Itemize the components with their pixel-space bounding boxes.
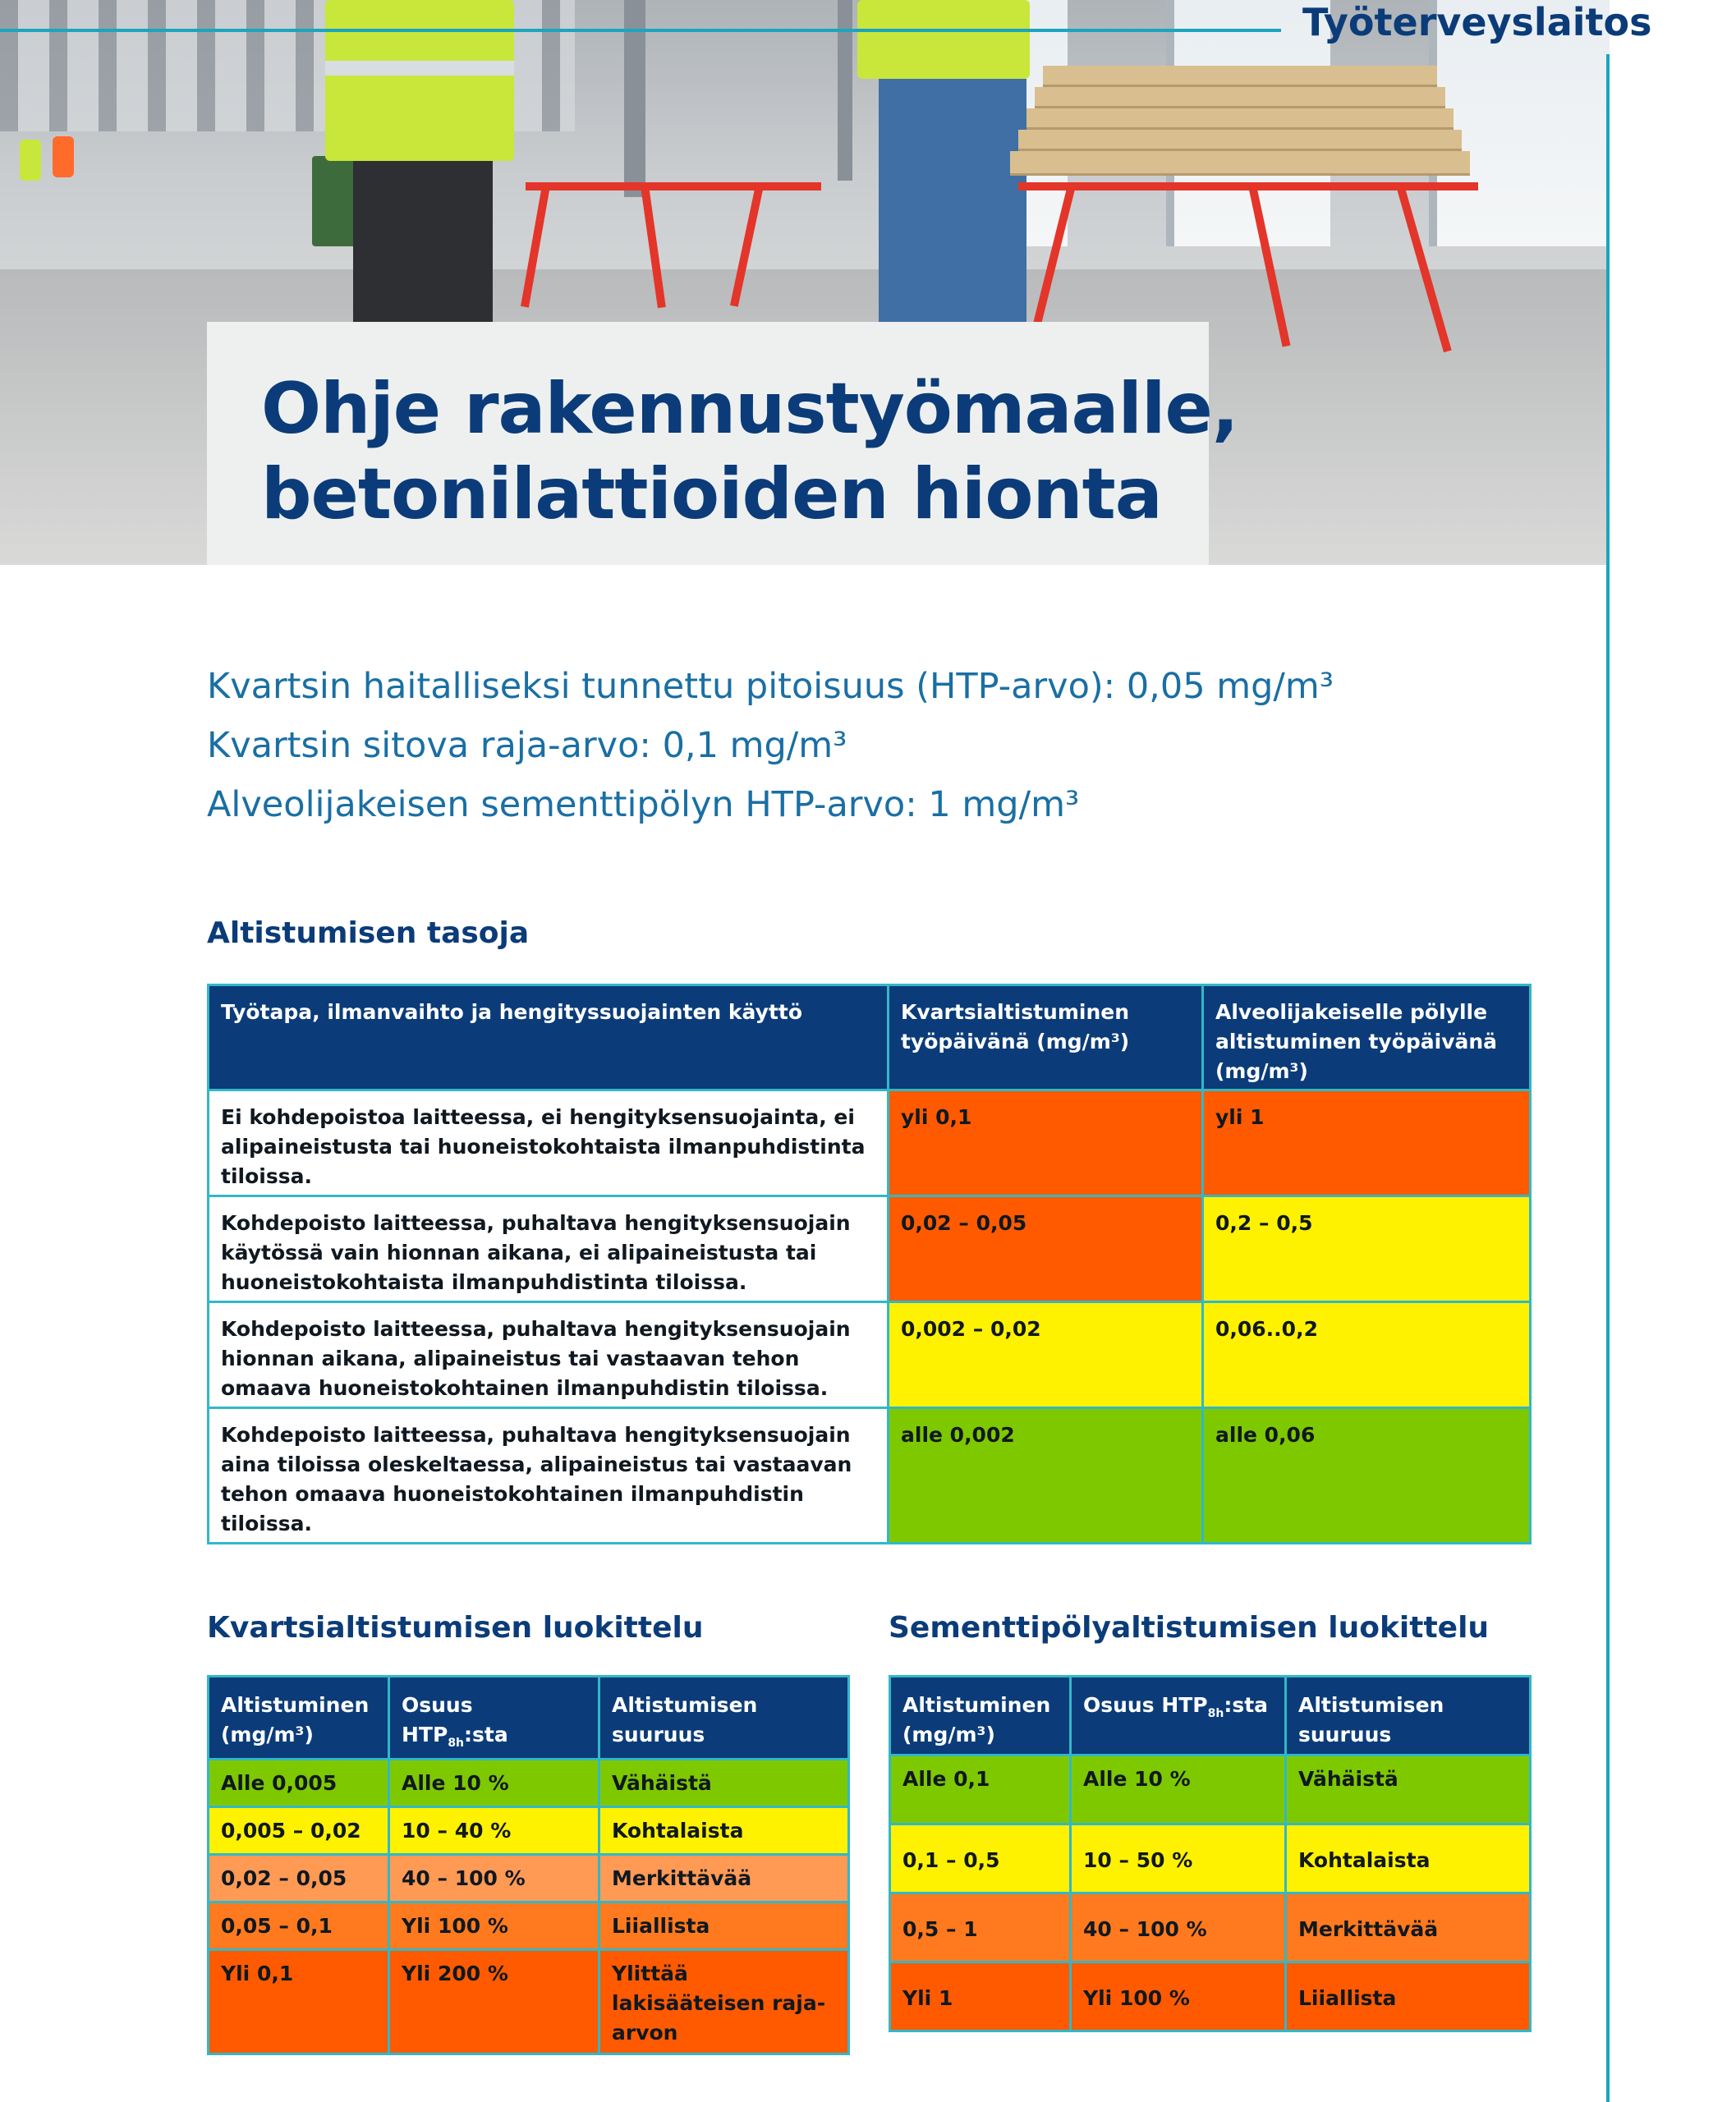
table-row (890, 1962, 1531, 2031)
header-subscript: 8h (1207, 1707, 1224, 1720)
method-cell: Kohdepoisto laitteessa, puhaltava hengityksensuojain hionnan aikana, alipaineistus tai vastaavan tehon omaava huoneistokohtainen ilmanpuhdistin tiloissa. (209, 1302, 889, 1408)
exposure-cell: Yli 1 (890, 1962, 1071, 2031)
table-row (209, 1902, 849, 1950)
table-header-row (209, 985, 1531, 1090)
header-suffix: :sta (464, 1723, 508, 1746)
hero-trestle (526, 182, 821, 190)
header-text: Osuus HTP (1083, 1693, 1208, 1717)
table-row (209, 1196, 1531, 1302)
side-rule (1606, 54, 1610, 2102)
method-cell: Ei kohdepoistoa laitteessa, ei hengityksensuojainta, ei alipaineistusta tai huoneistokohtaista ilmanpuhdistinta tiloissa. (209, 1090, 889, 1196)
share-cell: Yli 200 % (389, 1950, 599, 2054)
column-header: Altistuminen (mg/m³) (209, 1677, 389, 1760)
share-cell: Alle 10 % (1071, 1755, 1286, 1824)
hero-worker (20, 140, 41, 181)
table-row (209, 1760, 849, 1807)
table-row (209, 1950, 849, 2054)
alveolar-exposure-cell: alle 0,06 (1203, 1408, 1531, 1544)
hero-plank (1018, 130, 1462, 151)
share-cell: 10 – 50 % (1071, 1824, 1286, 1893)
exposure-cell: 0,05 – 0,1 (209, 1902, 389, 1950)
page-title-line1: Ohje rakennustyömaalle, (261, 368, 1238, 450)
column-header: Kvartsialtistuminen työpäivänä (mg/m³) (889, 985, 1203, 1090)
column-header: Altistuminen (mg/m³) (890, 1677, 1071, 1755)
column-header: Alveolijakeiselle pölylle altistuminen työpäivänä (mg/m³) (1203, 985, 1531, 1090)
limit-value-line: Kvartsin sitova raja-arvo: 0,1 mg/m³ (207, 725, 847, 766)
page-title (261, 366, 1238, 537)
column-header (1071, 1677, 1286, 1755)
exposure-levels-table (207, 984, 1532, 1544)
alveolar-exposure-cell: yli 1 (1203, 1090, 1531, 1196)
quartz-exposure-cell: alle 0,002 (889, 1408, 1203, 1544)
table-header-row (890, 1677, 1531, 1755)
quartz-exposure-cell: yli 0,1 (889, 1090, 1203, 1196)
hero-plank (1035, 87, 1445, 108)
column-header: Työtapa, ilmanvaihto ja hengityssuojainten käyttö (209, 985, 889, 1090)
hero-worker (53, 136, 74, 177)
page-title-line2: betonilattioiden hionta (261, 453, 1162, 535)
section-heading-cement: Sementtipölyaltistumisen luokittelu (889, 1611, 1490, 1645)
alveolar-exposure-cell: 0,06..0,2 (1203, 1302, 1531, 1408)
hero-vest-stripe (325, 61, 514, 76)
magnitude-cell: Kohtalaista (599, 1807, 849, 1855)
exposure-cell: 0,005 – 0,02 (209, 1807, 389, 1855)
hero-beam (838, 0, 852, 181)
exposure-cell: 0,5 – 1 (890, 1893, 1071, 1962)
share-cell: Yli 100 % (389, 1902, 599, 1950)
quartz-exposure-cell: 0,002 – 0,02 (889, 1302, 1203, 1408)
table-row (209, 1807, 849, 1855)
hero-worker-vest (325, 0, 514, 161)
magnitude-cell: Liiallista (599, 1902, 849, 1950)
header-suffix: :sta (1224, 1693, 1269, 1717)
table-row (209, 1090, 1531, 1196)
method-cell: Kohdepoisto laitteessa, puhaltava hengityksensuojain aina tiloissa oleskeltaessa, alipaineistus tai vastaavan tehon omaava huoneistokohtainen ilmanpuhdistin tiloissa. (209, 1408, 889, 1544)
exposure-cell: Yli 0,1 (209, 1950, 389, 2054)
magnitude-cell: Vähäistä (1286, 1755, 1531, 1824)
table-row (209, 1855, 849, 1902)
hero-worker-pants (353, 161, 493, 325)
hero-worker-vest (857, 0, 1030, 79)
header-subscript: 8h (448, 1737, 465, 1750)
exposure-cell: Alle 0,1 (890, 1755, 1071, 1824)
method-cell: Kohdepoisto laitteessa, puhaltava hengityksensuojain käytössä vain hionnan aikana, ei alipaineistusta tai huoneistokohtaista ilmanpuhdistinta tiloissa. (209, 1196, 889, 1302)
section-heading-levels: Altistumisen tasoja (207, 916, 530, 950)
share-cell: 40 – 100 % (1071, 1893, 1286, 1962)
alveolar-exposure-cell: 0,2 – 0,5 (1203, 1196, 1531, 1302)
magnitude-cell: Merkittävää (599, 1855, 849, 1902)
exposure-cell: 0,02 – 0,05 (209, 1855, 389, 1902)
brand-logo[interactable]: Työterveyslaitos (1302, 0, 1652, 44)
limit-value-line: Alveolijakeisen sementtipölyn HTP-arvo: 1 mg/m³ (207, 784, 1080, 825)
hero-plank (1026, 108, 1454, 130)
hero-worker-jeans (879, 79, 1026, 325)
limit-values (207, 657, 1562, 834)
exposure-cell: 0,1 – 0,5 (890, 1824, 1071, 1893)
table-header-row (209, 1677, 849, 1760)
cement-classification-table (889, 1675, 1532, 2032)
hero-plank (1010, 151, 1470, 176)
header-rule (0, 29, 1281, 32)
share-cell: Yli 100 % (1071, 1962, 1286, 2031)
magnitude-cell: Ylittää lakisääteisen raja-arvon (599, 1950, 849, 2054)
magnitude-cell: Merkittävää (1286, 1893, 1531, 1962)
table-row (890, 1824, 1531, 1893)
share-cell: Alle 10 % (389, 1760, 599, 1807)
column-header: Altistumisen suuruus (1286, 1677, 1531, 1755)
limit-value-line: Kvartsin haitalliseksi tunnettu pitoisuus (HTP-arvo): 0,05 mg/m³ (207, 666, 1334, 707)
magnitude-cell: Kohtalaista (1286, 1824, 1531, 1893)
exposure-cell: Alle 0,005 (209, 1760, 389, 1807)
table-row (209, 1408, 1531, 1544)
table-row (209, 1302, 1531, 1408)
magnitude-cell: Liiallista (1286, 1962, 1531, 2031)
column-header (389, 1677, 599, 1760)
quartz-classification-table (207, 1675, 850, 2055)
share-cell: 40 – 100 % (389, 1855, 599, 1902)
share-cell: 10 – 40 % (389, 1807, 599, 1855)
title-panel (207, 322, 1238, 565)
header-text: Osuus HTP (402, 1693, 473, 1746)
quartz-exposure-cell: 0,02 – 0,05 (889, 1196, 1203, 1302)
hero-plank (1043, 66, 1437, 87)
column-header: Altistumisen suuruus (599, 1677, 849, 1760)
magnitude-cell: Vähäistä (599, 1760, 849, 1807)
section-heading-quartz: Kvartsialtistumisen luokittelu (207, 1611, 704, 1645)
table-row (890, 1755, 1531, 1824)
table-row (890, 1893, 1531, 1962)
